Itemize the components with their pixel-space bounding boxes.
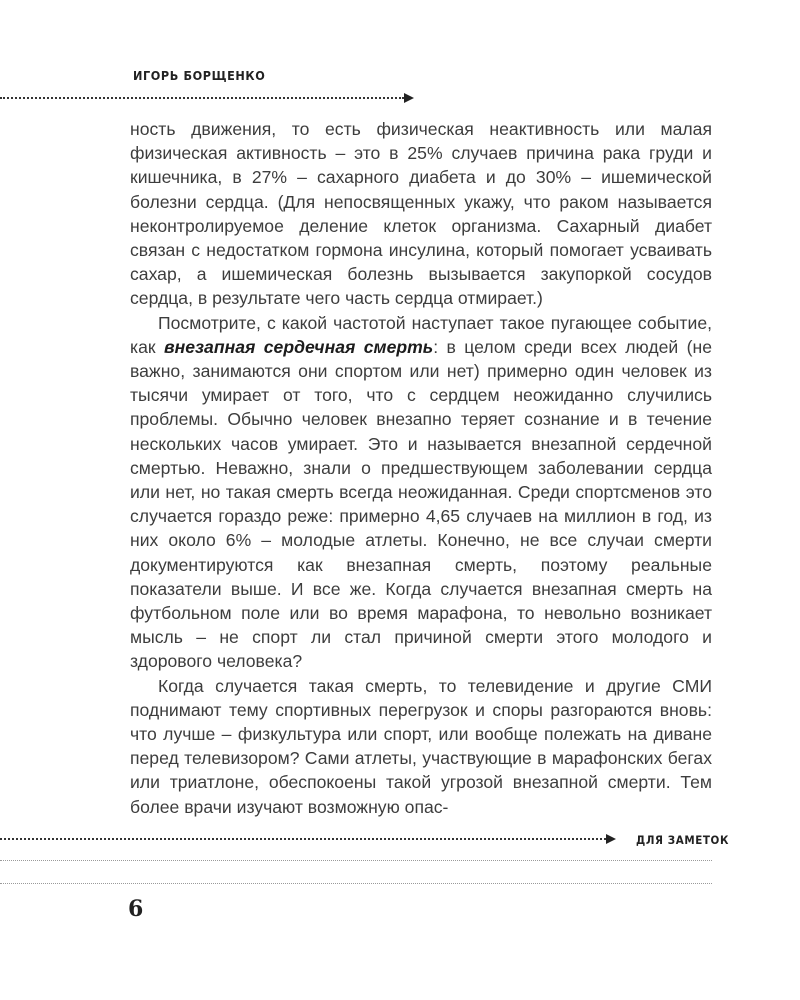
notes-line-1 — [0, 860, 712, 861]
running-title: ИГОРЬ БОРЩЕНКО — [133, 68, 266, 83]
notes-dotted-rule — [0, 838, 606, 840]
notes-label: ДЛЯ ЗАМЕТОК — [636, 833, 730, 847]
notes-line-2 — [0, 883, 712, 884]
paragraph-2-rest: : в целом среди всех людей (не важно, занимаются они спортом или нет) примерно один человек из тысячи умирает от того, что с сердцем неожиданно случились проблемы. Обычно человек внезапно теряет сознание и в течение нескольких часов умирает. Это и называется внезапной сердечной смертью. Неважно, знали о предшествующем заболевании сердца или нет, но такая смерть всегда неожиданная. Среди спортсменов это случается гораздо реже: примерно 4,65 случаев на миллион в год, из них около 6% – молодые атлеты. Конечно, не все случаи смерти документируются как внезапная смерть, поэтому реальные показатели выше. И все же. Когда случается внезапная смерть на футбольном поле или во время марафона, то невольно возникает мысль – не спорт ли стал причиной смерти этого молодого и здорового человека? — [130, 336, 712, 672]
paragraph-1: ность движения, то есть физическая неактивность или малая физическая активность – это в 25% случаев причина рака груди и кишечника, в 27% – сахарного диабета и до 30% – ишемической болезни сердца. (Для непосвященных укажу, что раком называется неконтролируемое деление клеток организма. Сахарный диабет связан с недостатком гормона инсулина, который помогает усваивать сахар, а ишемическая болезнь вызывается закупоркой сосудов сердца, в результате чего часть сердца отмирает.) — [130, 119, 712, 309]
notes-arrow-icon — [606, 834, 616, 844]
header-arrow-icon — [404, 93, 414, 103]
main-text — [130, 117, 712, 819]
paragraph-2 — [130, 311, 712, 674]
paragraph-2-start: Посмотрите, с какой частотой наступает такое пугающее событие, как — [130, 312, 712, 357]
emphasized-term: внезапная сердечная смерть — [164, 336, 434, 357]
page-number: 6 — [128, 896, 144, 922]
header-dotted-rule — [0, 97, 404, 99]
paragraph-3: Когда случается такая смерть, то телевидение и другие СМИ поднимают тему спортивных перегрузок и споры разгораются вновь: что лучше – физкультура или спорт, или вообще полежать на диване перед телевизором? Сами атлеты, участвующие в марафонских бегах или триатлоне, обеспокоены такой угрозой внезапной смерти. Тем более врачи изучают возможную опас- — [130, 675, 712, 817]
